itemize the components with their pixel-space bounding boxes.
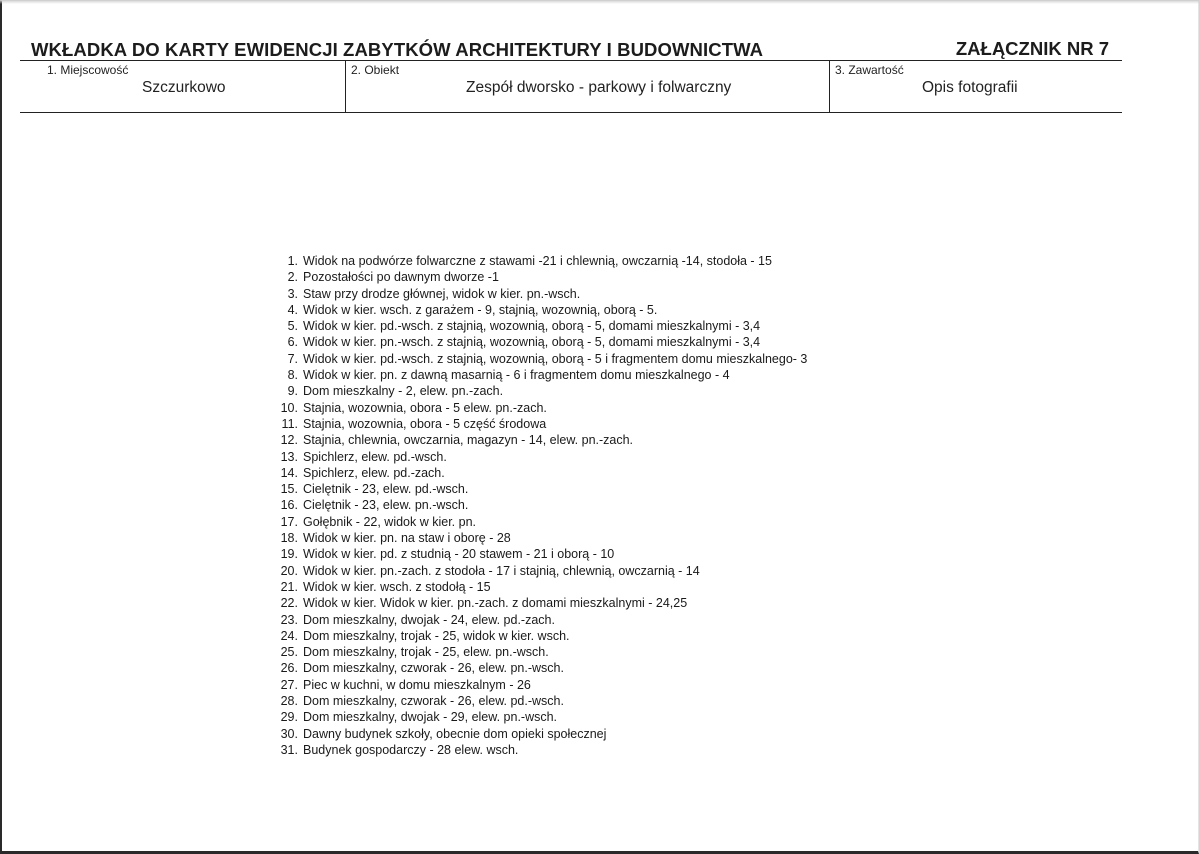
photo-item-text: Cielętnik - 23, elew. pn.-wsch. bbox=[303, 498, 469, 513]
photo-item-number: 21. bbox=[280, 579, 298, 594]
photo-item-number: 1. bbox=[287, 254, 298, 268]
photo-item-text: Dom mieszkalny - 2, elew. pn.-zach. bbox=[303, 384, 504, 399]
header-rule-top bbox=[20, 60, 1122, 61]
photo-item-text: Widok w kier. pn.-wsch. z stajnią, wozownią, oborą - 5, domami mieszkalnymi - 3,4 bbox=[303, 335, 761, 350]
photo-item-text: Widok w kier. wsch. z stodołą - 15 bbox=[303, 579, 491, 594]
photo-item-number: 15. bbox=[280, 482, 298, 497]
photo-list-item bbox=[270, 465, 807, 481]
field-value-object: Zespół dworsko - parkowy i folwarczny bbox=[466, 79, 732, 96]
photo-item-text: Stajnia, wozownia, obora - 5 część środowa bbox=[303, 416, 547, 431]
photo-list-item bbox=[270, 400, 807, 416]
photo-list-item bbox=[270, 449, 807, 465]
photo-item-number: 8. bbox=[287, 368, 298, 383]
field-label-locality: 1. Miejscowość bbox=[47, 63, 129, 77]
photo-item-text: Widok w kier. Widok w kier. pn.-zach. z domami mieszkalnymi - 24,25 bbox=[303, 596, 688, 611]
photo-list-item bbox=[270, 563, 807, 579]
photo-list-item bbox=[270, 546, 807, 562]
photo-item-text: Cielętnik - 23, elew. pd.-wsch. bbox=[303, 482, 469, 497]
photo-list-item bbox=[270, 383, 807, 399]
photo-item-text: Widok w kier. pd.-wsch. z stajnią, wozownią, oborą - 5, domami mieszkalnymi - 3,4 bbox=[303, 319, 761, 334]
photo-description-list bbox=[270, 253, 807, 758]
photo-item-number: 27. bbox=[280, 677, 298, 692]
photo-list-item bbox=[270, 742, 807, 758]
photo-list-item bbox=[270, 612, 807, 628]
photo-item-number: 26. bbox=[280, 661, 298, 676]
scan-edge-shadow bbox=[0, 0, 1199, 4]
photo-list-item bbox=[270, 677, 807, 693]
photo-item-text: Widok w kier. pn. z dawną masarnią - 6 i fragmentem domu mieszkalnego - 4 bbox=[303, 368, 730, 383]
photo-item-text: Dom mieszkalny, trojak - 25, elew. pn.-wsch. bbox=[303, 645, 549, 660]
document-title: WKŁADKA DO KARTY EWIDENCJI ZABYTKÓW ARCHITEKTURY I BUDOWNICTWA bbox=[31, 39, 764, 60]
photo-item-number: 23. bbox=[280, 612, 298, 627]
photo-item-text: Staw przy drodze głównej, widok w kier. pn.-wsch. bbox=[303, 286, 581, 301]
photo-list-item bbox=[270, 628, 807, 644]
photo-list-item bbox=[270, 644, 807, 660]
photo-item-text: Dom mieszkalny, czworak - 26, elew. pn.-wsch. bbox=[303, 661, 564, 676]
photo-list-item bbox=[270, 693, 807, 709]
photo-item-number: 24. bbox=[280, 628, 298, 643]
photo-list-item bbox=[270, 481, 807, 497]
photo-list-item bbox=[270, 318, 807, 334]
field-label-object: 2. Obiekt bbox=[351, 63, 400, 77]
photo-item-text: Dom mieszkalny, trojak - 25, widok w kier. wsch. bbox=[303, 628, 570, 643]
photo-list-item bbox=[270, 334, 807, 350]
field-value-content: Opis fotografii bbox=[922, 79, 1018, 96]
photo-list-item bbox=[270, 726, 807, 742]
photo-item-number: 2. bbox=[287, 270, 298, 285]
photo-item-number: 30. bbox=[280, 726, 298, 741]
photo-item-text: Spichlerz, elew. pd.-zach. bbox=[303, 465, 445, 480]
photo-list-item bbox=[270, 253, 807, 269]
photo-list-item bbox=[270, 286, 807, 302]
photo-item-number: 4. bbox=[287, 302, 298, 317]
field-divider-1 bbox=[345, 60, 346, 112]
photo-item-number: 12. bbox=[280, 433, 298, 448]
photo-item-number: 16. bbox=[280, 498, 298, 513]
photo-item-text: Piec w kuchni, w domu mieszkalnym - 26 bbox=[303, 677, 531, 692]
photo-list-item bbox=[270, 367, 807, 383]
photo-list-item bbox=[270, 514, 807, 530]
field-value-locality: Szczurkowo bbox=[142, 79, 226, 96]
photo-item-number: 11. bbox=[281, 416, 298, 431]
photo-item-text: Gołębnik - 22, widok w kier. pn. bbox=[303, 514, 476, 529]
photo-item-text: Pozostałości po dawnym dworze -1 bbox=[303, 270, 499, 285]
photo-item-number: 19. bbox=[280, 547, 298, 562]
photo-list-item bbox=[270, 432, 807, 448]
photo-item-number: 25. bbox=[280, 645, 298, 660]
photo-item-text: Widok w kier. pn.-zach. z stodoła - 17 i stajnią, chlewnią, owczarnią - 14 bbox=[303, 563, 700, 578]
photo-item-number: 10. bbox=[280, 400, 298, 415]
field-divider-2 bbox=[829, 60, 830, 112]
photo-list-item bbox=[270, 595, 807, 611]
photo-list-item bbox=[270, 302, 807, 318]
photo-item-number: 20. bbox=[280, 563, 298, 578]
photo-item-text: Widok na podwórze folwarczne z stawami -21 i chlewnią, owczarnią -14, stodoła - 15 bbox=[303, 254, 772, 268]
photo-list-item bbox=[270, 351, 807, 367]
photo-item-text: Widok w kier. pn. na staw i oborę - 28 bbox=[303, 531, 511, 546]
photo-item-text: Widok w kier. pd. z studnią - 20 stawem - 21 i oborą - 10 bbox=[303, 547, 615, 562]
photo-item-number: 5. bbox=[287, 319, 298, 334]
photo-item-number: 9. bbox=[287, 384, 298, 399]
header-rule-bottom bbox=[20, 112, 1122, 113]
photo-item-text: Dom mieszkalny, czworak - 26, elew. pd.-wsch. bbox=[303, 694, 564, 709]
photo-item-number: 31. bbox=[280, 742, 298, 757]
photo-item-text: Dom mieszkalny, dwojak - 24, elew. pd.-zach. bbox=[303, 612, 555, 627]
photo-item-number: 7. bbox=[287, 351, 298, 366]
photo-item-number: 22. bbox=[280, 596, 298, 611]
photo-item-text: Dawny budynek szkoły, obecnie dom opieki społecznej bbox=[303, 726, 607, 741]
photo-item-text: Stajnia, wozownia, obora - 5 elew. pn.-zach. bbox=[303, 400, 547, 415]
photo-item-number: 14. bbox=[280, 465, 298, 480]
photo-item-number: 17. bbox=[280, 514, 298, 529]
photo-list-item bbox=[270, 660, 807, 676]
photo-item-number: 3. bbox=[287, 286, 298, 301]
photo-item-text: Dom mieszkalny, dwojak - 29, elew. pn.-wsch. bbox=[303, 710, 558, 725]
field-label-content: 3. Zawartość bbox=[835, 63, 904, 77]
photo-item-number: 6. bbox=[287, 335, 298, 350]
photo-list-item bbox=[270, 269, 807, 285]
photo-item-text: Widok w kier. pd.-wsch. z stajnią, wozownią, oborą - 5 i fragmentem domu mieszkalnego- 3 bbox=[303, 351, 808, 366]
photo-item-text: Spichlerz, elew. pd.-wsch. bbox=[303, 449, 447, 464]
photo-item-number: 29. bbox=[280, 710, 298, 725]
photo-item-text: Stajnia, chlewnia, owczarnia, magazyn - 14, elew. pn.-zach. bbox=[303, 433, 634, 448]
photo-list-item bbox=[270, 497, 807, 513]
photo-list-item bbox=[270, 579, 807, 595]
annex-number: ZAŁĄCZNIK NR 7 bbox=[955, 38, 1109, 59]
photo-item-number: 13. bbox=[280, 449, 298, 464]
photo-list-item bbox=[270, 709, 807, 725]
photo-item-number: 28. bbox=[280, 694, 298, 709]
photo-list-item bbox=[270, 416, 807, 432]
photo-item-text: Budynek gospodarczy - 28 elew. wsch. bbox=[303, 742, 519, 757]
photo-item-text: Widok w kier. wsch. z garażem - 9, stajnią, wozownią, oborą - 5. bbox=[303, 302, 658, 317]
photo-item-number: 18. bbox=[280, 531, 298, 546]
photo-list-item bbox=[270, 530, 807, 546]
